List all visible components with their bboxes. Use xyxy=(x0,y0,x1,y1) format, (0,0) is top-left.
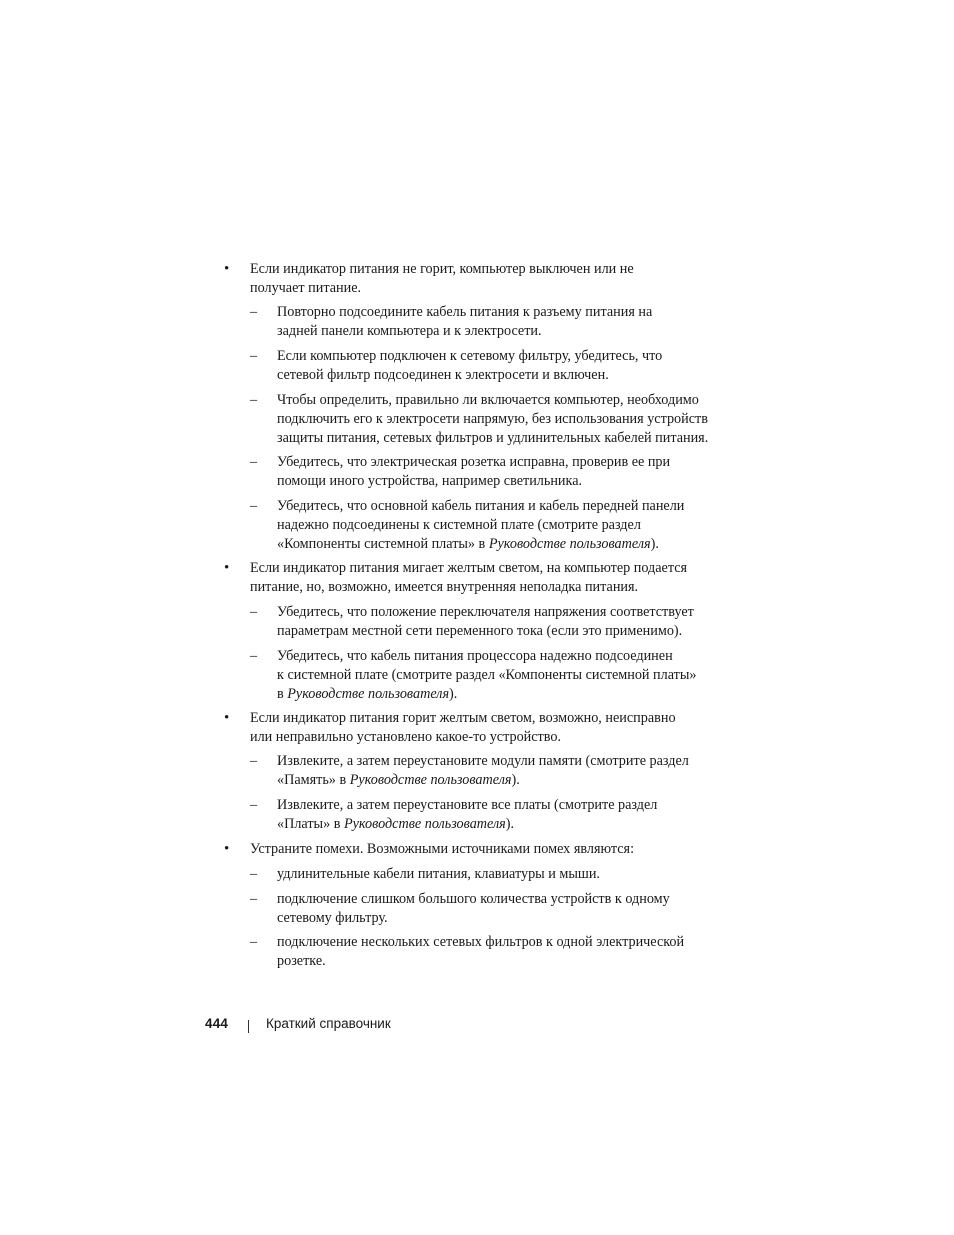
dash-marker: – xyxy=(250,891,258,907)
text-line: задней панели компьютера и к электросети. xyxy=(277,323,542,339)
text-line: или неправильно установлено какое-то устройство. xyxy=(250,729,562,745)
text-line: «Память» в Руководстве пользователя). xyxy=(277,772,520,788)
sub-list-item xyxy=(277,865,600,884)
footer-separator xyxy=(248,1020,249,1033)
guide-reference: Руководстве пользователя xyxy=(287,686,450,702)
guide-reference: Руководстве пользователя xyxy=(488,536,651,552)
text-line: Повторно подсоедините кабель питания к разъему питания на xyxy=(277,304,653,320)
list-item xyxy=(250,709,676,747)
sub-list-item xyxy=(277,303,652,341)
text-line: к системной плате (смотрите раздел «Компоненты системной платы» xyxy=(277,667,697,683)
dash-marker: – xyxy=(250,304,258,320)
text-line: Если индикатор питания горит желтым светом, возможно, неисправно xyxy=(250,710,676,726)
page-number: 444 xyxy=(205,1016,229,1031)
dash-marker: – xyxy=(250,348,258,364)
dash-marker: – xyxy=(250,498,258,514)
text-line: защиты питания, сетевых фильтров и удлинительных кабелей питания. xyxy=(277,430,709,446)
dash-marker: – xyxy=(250,392,258,408)
sub-list-item xyxy=(277,647,696,704)
guide-reference: Руководстве пользователя xyxy=(349,772,512,788)
sub-list-item xyxy=(277,890,670,928)
text-line: сетевой фильтр подсоединен к электросети и включен. xyxy=(277,367,609,383)
text-line: надежно подсоединены к системной плате (смотрите раздел xyxy=(277,517,641,533)
text-line: розетке. xyxy=(277,953,326,969)
text-line: Убедитесь, что положение переключателя напряжения соответствует xyxy=(277,604,694,620)
sub-list-item xyxy=(277,796,657,834)
text-line: «Компоненты системной платы» в Руководстве пользователя). xyxy=(277,536,659,552)
bullet-marker: • xyxy=(224,710,230,726)
guide-reference: Руководстве пользователя xyxy=(343,816,506,832)
text-line: Если индикатор питания не горит, компьютер выключен или не xyxy=(250,261,634,277)
text-line: помощи иного устройства, например светильника. xyxy=(277,473,583,489)
list-item xyxy=(250,260,634,298)
sub-list-item xyxy=(277,391,708,448)
dash-marker: – xyxy=(250,454,258,470)
text-line: Убедитесь, что кабель питания процессора надежно подсоединен xyxy=(277,648,673,664)
text-line: Убедитесь, что электрическая розетка исправна, проверив ее при xyxy=(277,454,671,470)
sub-list-item xyxy=(277,453,670,491)
text-line: питание, но, возможно, имеется внутренняя неполадка питания. xyxy=(250,579,639,595)
bullet-marker: • xyxy=(224,560,230,576)
text-line: Чтобы определить, правильно ли включается компьютер, необходимо xyxy=(277,392,699,408)
text-line: «Платы» в Руководстве пользователя). xyxy=(277,816,515,832)
dash-marker: – xyxy=(250,604,258,620)
text-line: подключение слишком большого количества устройств к одному xyxy=(277,891,670,907)
dash-marker: – xyxy=(250,648,258,664)
sub-list-item xyxy=(277,933,684,971)
text-line: подключение нескольких сетевых фильтров к одной электрической xyxy=(277,934,685,950)
dash-marker: – xyxy=(250,866,258,882)
text-line: удлинительные кабели питания, клавиатуры и мыши. xyxy=(277,866,600,882)
dash-marker: – xyxy=(250,797,258,813)
section-title: Краткий справочник xyxy=(266,1016,391,1031)
text-line: Если компьютер подключен к сетевому фильтру, убедитесь, что xyxy=(277,348,663,364)
list-item xyxy=(250,840,634,859)
sub-list-item xyxy=(277,497,684,554)
text-line: Извлеките, а затем переустановите все платы (смотрите раздел xyxy=(277,797,658,813)
text-line: получает питание. xyxy=(250,280,362,296)
dash-marker: – xyxy=(250,753,258,769)
page-footer xyxy=(0,1014,954,1036)
list-item xyxy=(250,559,687,597)
dash-marker: – xyxy=(250,934,258,950)
sub-list-item xyxy=(277,603,694,641)
sub-list-item xyxy=(277,752,689,790)
text-line: подключить его к электросети напрямую, без использования устройств xyxy=(277,411,708,427)
bullet-marker: • xyxy=(224,841,230,857)
text-line: сетевому фильтру. xyxy=(277,910,388,926)
text-line: в Руководстве пользователя). xyxy=(277,686,458,702)
bullet-marker: • xyxy=(224,261,230,277)
text-line: Убедитесь, что основной кабель питания и кабель передней панели xyxy=(277,498,685,514)
text-line: Устраните помехи. Возможными источниками помех являются: xyxy=(250,841,635,857)
text-line: Если индикатор питания мигает желтым светом, на компьютер подается xyxy=(250,560,688,576)
sub-list-item xyxy=(277,347,662,385)
text-line: Извлеките, а затем переустановите модули памяти (смотрите раздел xyxy=(277,753,689,769)
text-line: параметрам местной сети переменного тока (если это применимо). xyxy=(277,623,683,639)
